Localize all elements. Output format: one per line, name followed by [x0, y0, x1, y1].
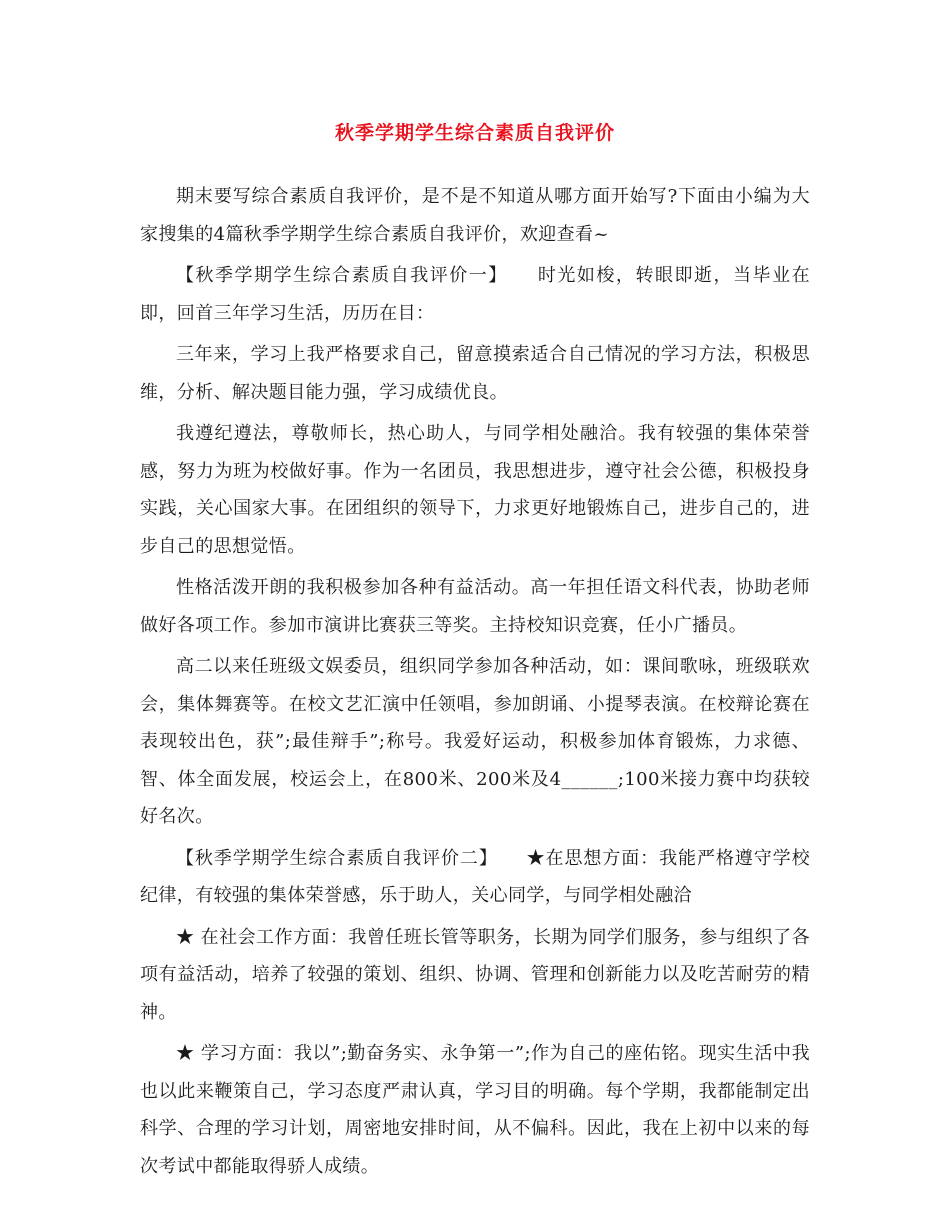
- paragraph-learning: ★ 学习方面：我以”;勤奋务实、永争第一”;作为自己的座佑铭。现实生活中我也以此来鞭策自己，学习态度严肃认真，学习目的明确。每个学期，我都能制定出科学、合理的学习计划，周密地安排时间，从不偏科。因此，我在上初中以来的每次考试中都能取得骄人成绩。: [140, 1043, 810, 1177]
- paragraph-section-two-heading: 【秋季学期学生综合素质自我评价二】 ★在思想方面：我能严格遵守学校纪律，有较强的集体荣誉感，乐于助人，关心同学，与同学相处融洽: [140, 847, 810, 906]
- paragraph-discipline: 我遵纪遵法，尊敬师长，热心助人，与同学相处融洽。我有较强的集体荣誉感，努力为班为校做好事。作为一名团员，我思想进步，遵守社会公德，积极投身实践，关心国家大事。在团组织的领导下，力求更好地锻炼自己，进步自己的，进步自己的思想觉悟。: [140, 423, 810, 557]
- paragraph-social-work: ★ 在社会工作方面：我曾任班长管等职务，长期为同学们服务，参与组织了各项有益活动，培养了较强的策划、组织、协调、管理和创新能力以及吃苦耐劳的精神。: [140, 926, 810, 1023]
- document-body: [140, 178, 810, 1189]
- paragraph-study: 三年来，学习上我严格要求自己，留意摸索适合自己情况的学习方法，积极思维，分析、解决题目能力强，学习成绩优良。: [140, 344, 810, 403]
- document-title: 秋季学期学生综合素质自我评价: [334, 122, 615, 144]
- paragraph-intro: 期末要写综合素质自我评价，是不是不知道从哪方面开始写?下面由小编为大家搜集的4篇秋季学期学生综合素质自我评价，欢迎查看~: [140, 186, 810, 245]
- paragraph-section-one-heading: 【秋季学期学生综合素质自我评价一】 时光如梭，转眼即逝，当毕业在即，回首三年学习生活，历历在目：: [140, 265, 810, 324]
- paragraph-committee: 高二以来任班级文娱委员，组织同学参加各种活动，如：课间歌咏，班级联欢会，集体舞赛等。在校文艺汇演中任领唱，参加朗诵、小提琴表演。在校辩论赛在表现较出色，获”;最佳辩手”;称号。我爱好运动，积极参加体育锻炼，力求德、智、体全面发展，校运会上，在800米、200米及4______;100米接力赛中均获较好名次。: [140, 656, 810, 827]
- paragraph-activities: 性格活泼开朗的我积极参加各种有益活动。高一年担任语文科代表，协助老师做好各项工作。参加市演讲比赛获三等奖。主持校知识竞赛，任小广播员。: [140, 577, 810, 636]
